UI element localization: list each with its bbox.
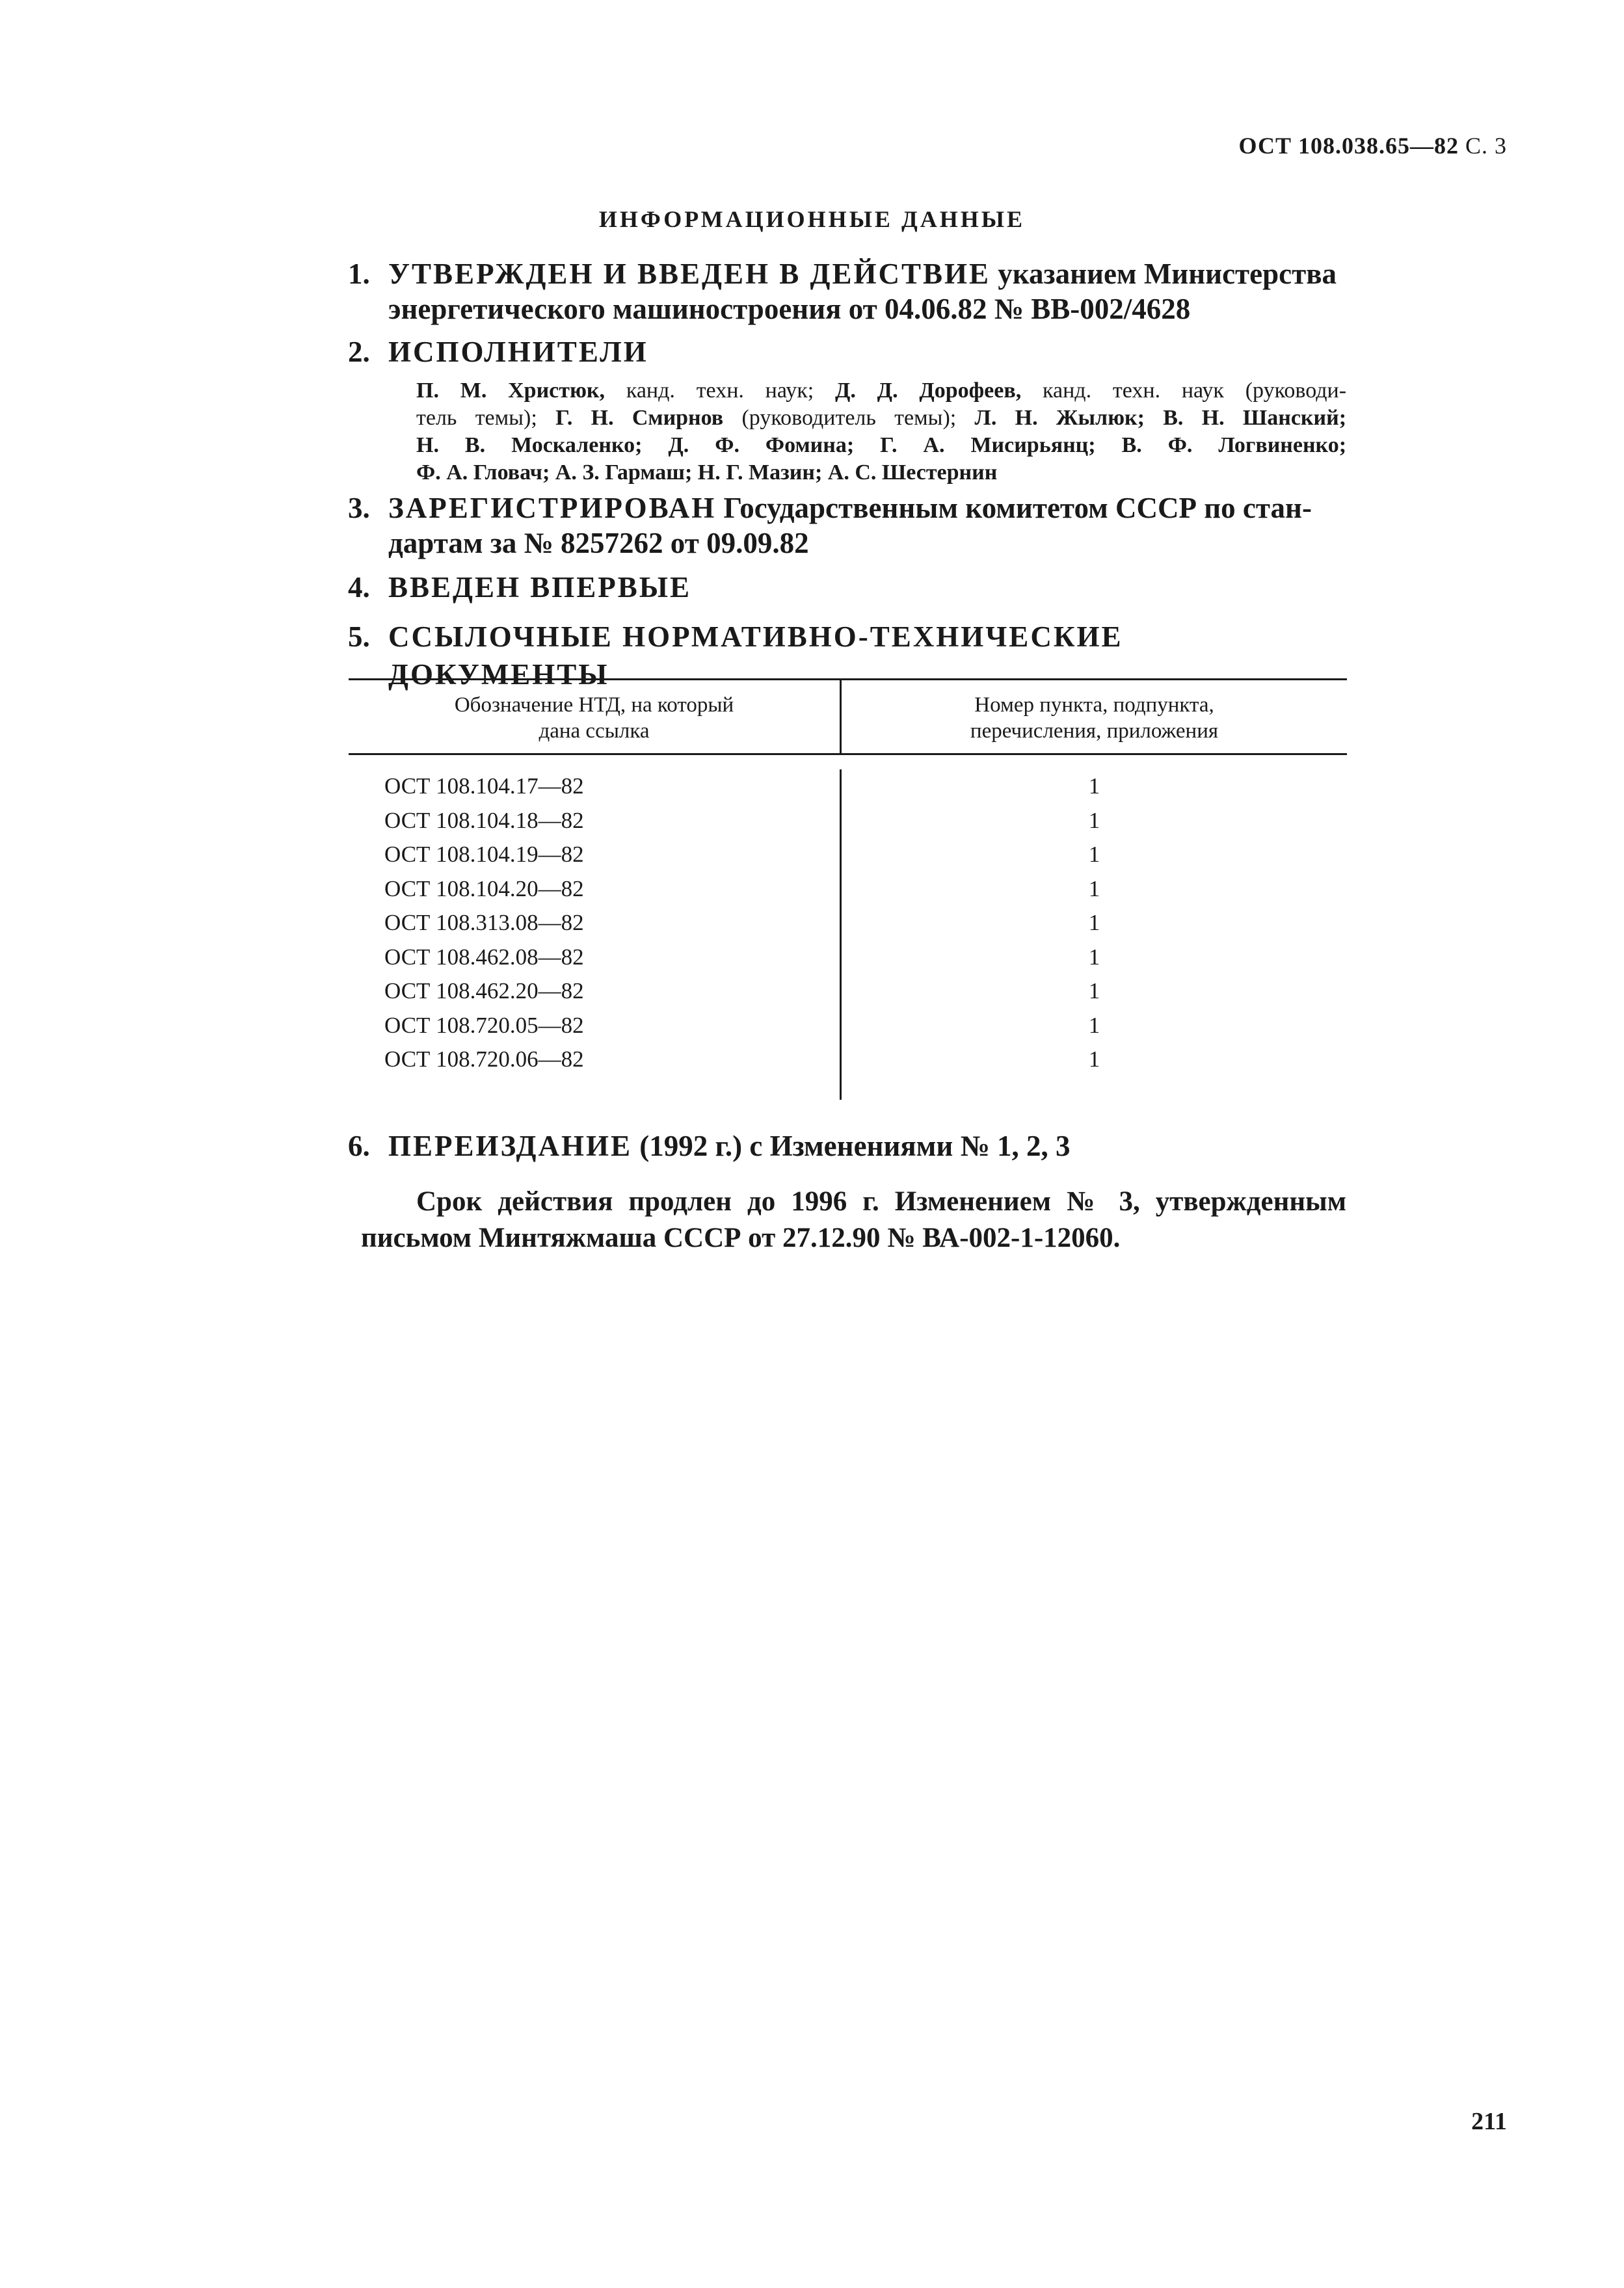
table-cell-document: ОСТ 108.462.20—82 — [384, 978, 584, 1004]
person-title: (руководитель темы); — [741, 406, 957, 430]
item-continuation: энергетического машиностроения от 04.06.82 № ВВ-002/4628 — [388, 293, 1191, 325]
executors-line — [416, 405, 1346, 432]
page-label: С. 3 — [1465, 133, 1507, 159]
item-caption: ССЫЛОЧНЫЕ НОРМАТИВНО-ТЕХНИЧЕСКИЕ ДОКУМЕНТЫ — [388, 620, 1123, 691]
table-cell-reference: 1 — [1088, 944, 1100, 970]
item-continuation: дартам за № 8257262 от 09.09.82 — [388, 527, 809, 559]
item-introduced — [348, 568, 1346, 606]
table-body — [349, 755, 1347, 1100]
table-cell-document: ОСТ 108.462.08—82 — [384, 944, 584, 970]
item-number: 6. — [348, 1130, 370, 1162]
table-cell-document: ОСТ 108.104.19—82 — [384, 842, 584, 867]
header-document — [349, 680, 840, 753]
header-line: Обозначение НТД, на который — [454, 693, 734, 717]
person-name: Ф. А. Гловач; — [416, 460, 550, 485]
item-caption: ПЕРЕИЗДАНИЕ — [388, 1130, 633, 1162]
item-number: 2. — [348, 336, 370, 368]
item-approved — [348, 255, 1346, 325]
table-cell-reference: 1 — [1088, 842, 1100, 867]
person-title: тель темы); — [416, 406, 537, 430]
executors-line — [416, 377, 1346, 405]
standard-designation: ОСТ 108.038.65—82 — [1238, 133, 1459, 159]
table-cell-reference: 1 — [1088, 1046, 1100, 1072]
table-cell-document: ОСТ 108.104.18—82 — [384, 807, 584, 833]
person-title: канд. техн. наук; — [626, 379, 814, 403]
item-caption: ЗАРЕГИСТРИРОВАН — [388, 492, 717, 524]
person-name: Г. Н. Смирнов — [555, 406, 724, 430]
person-name: П. М. Христюк, — [416, 379, 606, 403]
table-cell-reference: 1 — [1088, 807, 1100, 833]
header-line: перечисления, приложения — [970, 719, 1219, 743]
item-number: 3. — [348, 492, 370, 524]
executors-line — [416, 459, 1346, 486]
header-reference — [842, 680, 1347, 753]
item-number: 4. — [348, 571, 370, 604]
person-name: А. С. Шестернин — [827, 460, 998, 485]
reference-column — [842, 769, 1347, 1100]
person-name: Н. Г. Мазин; — [697, 460, 823, 485]
item-caption: УТВЕРЖДЕН И ВВЕДЕН В ДЕЙСТВИЕ — [388, 258, 991, 290]
person-name: Л. Н. Жылюк; В. Н. Шанский; — [974, 406, 1347, 430]
table-cell-document: ОСТ 108.313.08—82 — [384, 910, 584, 935]
table-cell-reference: 1 — [1088, 773, 1100, 799]
header-line: дана ссылка — [539, 719, 650, 743]
executors-line — [416, 432, 1346, 459]
item-number: 5. — [348, 620, 370, 653]
table-cell-document: ОСТ 108.720.06—82 — [384, 1046, 584, 1072]
person-name: Д. Д. Дорофеев, — [835, 379, 1022, 403]
person-name: Н. В. Москаленко; — [416, 433, 643, 457]
page-number: 211 — [1471, 2108, 1507, 2135]
table-cell-document: ОСТ 108.104.20—82 — [384, 875, 584, 901]
table-cell-reference: 1 — [1088, 910, 1100, 935]
person-name: Д. Ф. Фомина; — [668, 433, 855, 457]
person-name: А. З. Гармаш; — [555, 460, 693, 485]
person-name: Г. А. Мисирьянц; — [880, 433, 1096, 457]
document-column — [349, 769, 840, 1100]
item-caption: ВВЕДЕН ВПЕРВЫЕ — [388, 571, 692, 604]
item-text: (1992 г.) с Изменениями № 1, 2, 3 — [639, 1130, 1071, 1162]
table-header — [349, 680, 1347, 753]
item-number: 1. — [348, 258, 370, 290]
page-header — [1239, 132, 1507, 159]
executors-list — [416, 377, 1346, 486]
person-title: канд. техн. наук (руководи- — [1043, 379, 1347, 403]
item-executors — [348, 333, 1346, 371]
person-name: В. Ф. Логвиненко; — [1121, 433, 1347, 457]
item-caption: ИСПОЛНИТЕЛИ — [388, 336, 648, 368]
item-reissue — [348, 1127, 1346, 1165]
table-cell-document: ОСТ 108.104.17—82 — [384, 773, 584, 799]
item-text: указанием Министерства — [998, 258, 1337, 290]
table-cell-reference: 1 — [1088, 875, 1100, 901]
validity-note: Срок действия продлен до 1996 г. Изменением № 3, утвержденным письмом Минтяжмаша СССР от 27.12.90 № ВА-002-1-12060. — [361, 1186, 1346, 1253]
header-line: Номер пункта, подпункта, — [974, 693, 1214, 717]
table-cell-document: ОСТ 108.720.05—82 — [384, 1012, 584, 1038]
item-text: Государственным комитетом СССР по стан- — [723, 492, 1312, 524]
item-registered — [348, 489, 1346, 559]
table-cell-reference: 1 — [1088, 978, 1100, 1004]
references-table — [349, 678, 1347, 1100]
document-title: ИНФОРМАЦИОННЫЕ ДАННЫЕ — [598, 206, 1026, 232]
table-cell-reference: 1 — [1088, 1012, 1100, 1038]
